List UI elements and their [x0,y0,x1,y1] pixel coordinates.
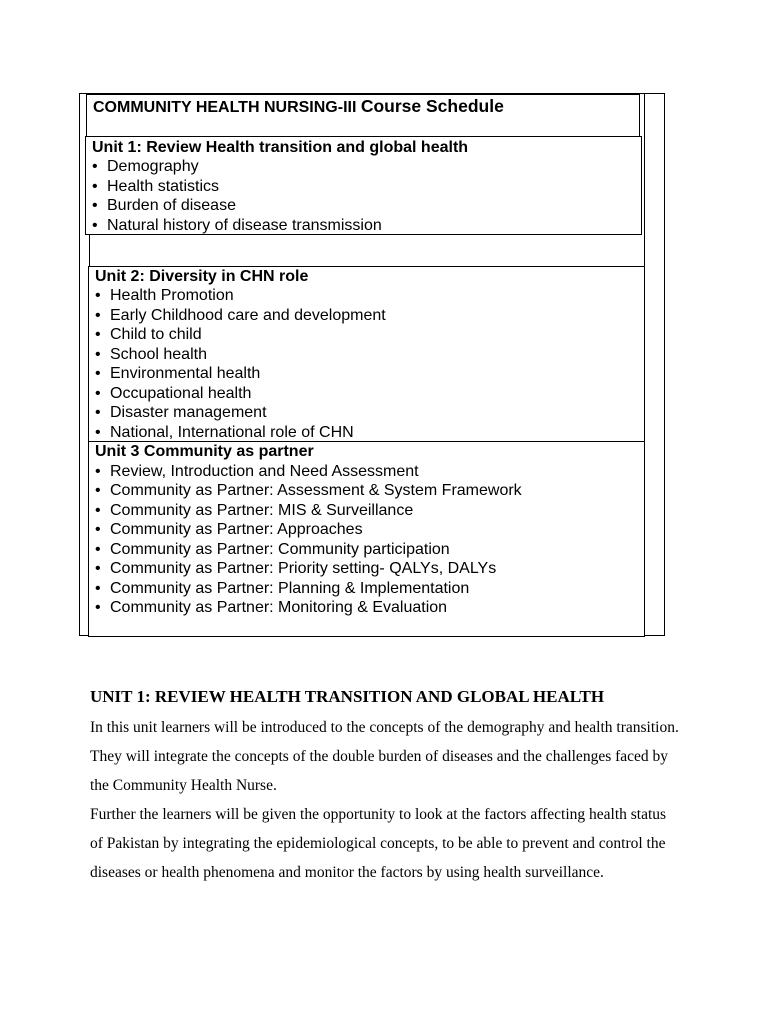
course-schedule-title-box [86,94,640,138]
unit-1-title: Unit 1: Review Health transition and global health [92,139,469,156]
list-item: • Community as Partner: Community participation [95,540,522,560]
unit-1-section-heading: UNIT 1: REVIEW HEALTH TRANSITION AND GLOBAL HEALTH [90,687,605,706]
list-item: • Community as Partner: MIS & Surveillance [95,501,522,521]
unit-1-intro-paragraph: In this unit learners will be introduced to the concepts of the demography and health transition. They will integrate the concepts of the double burden of diseases and the challenges faced by the Community Health Nurse. [90,719,679,794]
course-schedule-label: Course Schedule [360,96,504,116]
unit-2-box [88,266,645,442]
list-item: • National, International role of CHN [95,423,386,443]
list-item: • Natural history of disease transmission [92,216,382,236]
list-item: • Community as Partner: Priority setting- QALYs, DALYs [95,559,522,579]
unit-1-box [85,136,642,235]
list-item: • Child to child [95,325,386,345]
unit-2-topic-list [95,286,386,442]
list-item: • Occupational health [95,384,386,404]
list-item: • Burden of disease [92,196,382,216]
list-item: • Community as Partner: Monitoring & Evaluation [95,598,522,618]
list-item: • Environmental health [95,364,386,384]
unit-3-topic-list [95,462,522,618]
unit-1-details-paragraph: Further the learners will be given the opportunity to look at the factors affecting health status of Pakistan by integrating the epidemiological concepts, to be able to prevent and control the diseases or health phenomena and monitor the factors by using health surveillance. [90,806,667,881]
unit-1-topic-list [92,157,382,235]
list-item: • Demography [92,157,382,177]
list-item: • Health statistics [92,177,382,197]
course-schedule-title [93,96,504,117]
list-item: • Early Childhood care and development [95,306,386,326]
unit-3-title: Unit 3 Community as partner [95,443,314,460]
list-item: • Review, Introduction and Need Assessment [95,462,522,482]
list-item: • School health [95,345,386,365]
list-item: • Community as Partner: Planning & Implementation [95,579,522,599]
list-item: • Health Promotion [95,286,386,306]
course-title: COMMUNITY HEALTH NURSING-III [93,99,357,116]
list-item: • Community as Partner: Approaches [95,520,522,540]
unit-3-box [88,441,645,637]
list-item: • Disaster management [95,403,386,423]
unit-2-title: Unit 2: Diversity in CHN role [95,268,309,285]
list-item: • Community as Partner: Assessment & System Framework [95,481,522,501]
